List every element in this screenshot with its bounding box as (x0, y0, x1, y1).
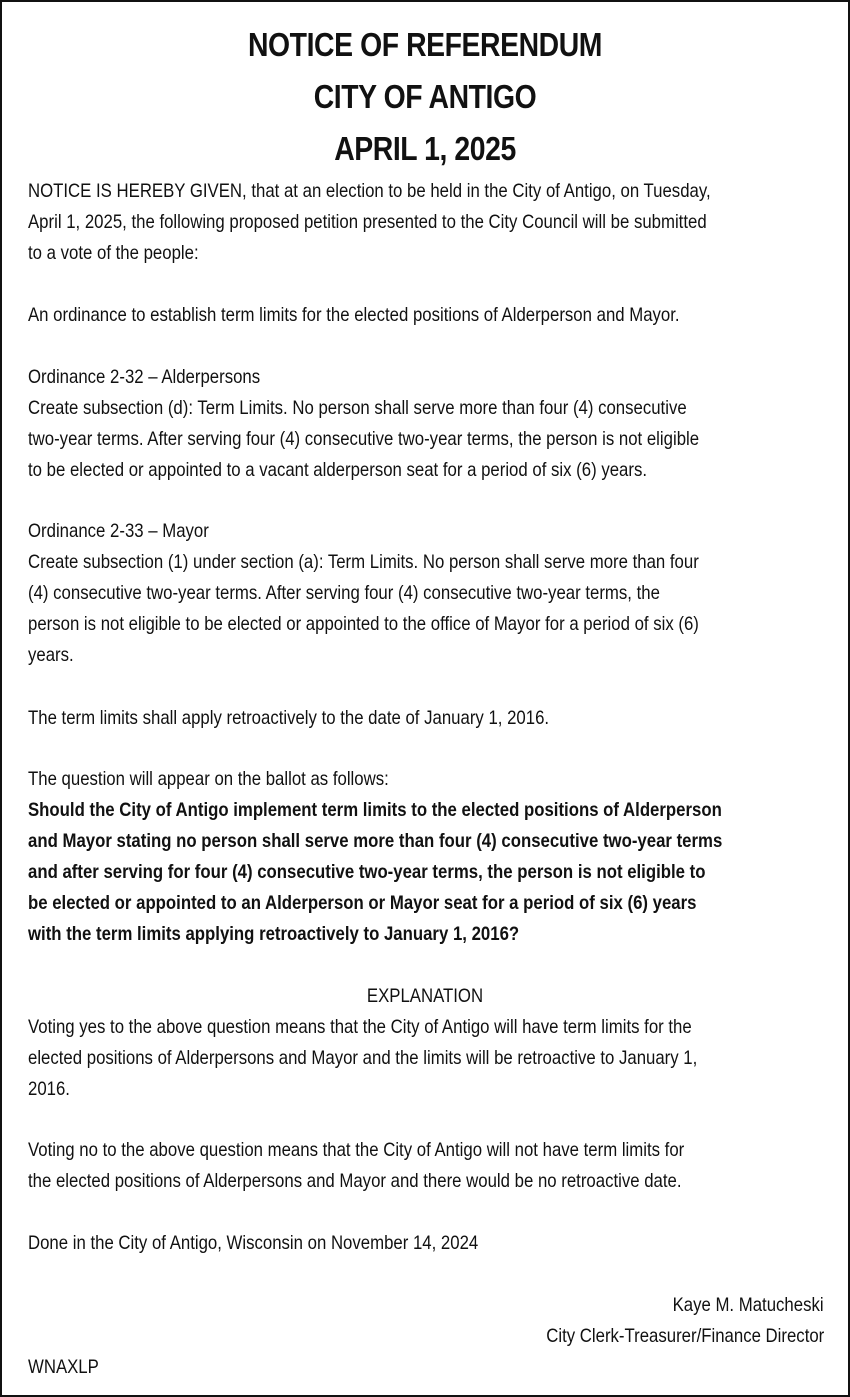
publication-code: WNAXLP (28, 1356, 99, 1378)
ordinance-alderpersons-heading: Ordinance 2-32 – Alderpersons (28, 366, 261, 388)
explanation-yes-line: 2016. (28, 1078, 70, 1100)
ordinance-mayor-line: (4) consecutive two-year terms. After serving four (4) consecutive two-year terms, the (28, 582, 660, 604)
intro-line: NOTICE IS HEREBY GIVEN, that at an election to be held in the City of Antigo, on Tuesday, (28, 180, 711, 202)
ordinance-alderpersons-line: two-year terms. After serving four (4) consecutive two-year terms, the person is not eligible (28, 428, 700, 450)
ordinance-mayor-line: years. (28, 644, 74, 666)
explanation-yes-line: Voting yes to the above question means that the City of Antigo will have term limits for the (28, 1016, 692, 1038)
ordinance-mayor-line: Create subsection (1) under section (a): Term Limits. No person shall serve more than four (28, 551, 699, 573)
explanation-no-line: the elected positions of Alderpersons and Mayor and there would be no retroactive date. (28, 1170, 682, 1192)
notice-date: APRIL 1, 2025 (334, 130, 516, 167)
ordinance-mayor-heading: Ordinance 2-33 – Mayor (28, 520, 209, 542)
explanation-no-line: Voting no to the above question means that the City of Antigo will not have term limits for (28, 1139, 685, 1161)
notice-title: NOTICE OF REFERENDUM (247, 26, 603, 63)
ballot-question-line: and Mayor stating no person shall serve more than four (4) consecutive two-year terms (28, 830, 723, 852)
ordinance-alderpersons-line: Create subsection (d): Term Limits. No person shall serve more than four (4) consecutive (28, 397, 687, 419)
signature-name: Kaye M. Matucheski (673, 1294, 824, 1316)
notice-subtitle: CITY OF ANTIGO (313, 78, 537, 115)
ballot-question-line: with the term limits applying retroactively to January 1, 2016? (28, 923, 520, 945)
ordinance-summary: An ordinance to establish term limits for the elected positions of Alderperson and Mayor. (28, 304, 680, 326)
intro-line: April 1, 2025, the following proposed petition presented to the City Council will be submitted (28, 211, 707, 233)
ballot-intro: The question will appear on the ballot as follows: (28, 768, 389, 790)
explanation-heading: EXPLANATION (366, 985, 484, 1007)
explanation-yes-line: elected positions of Alderpersons and Mayor and the limits will be retroactive to January 1, (28, 1047, 698, 1069)
ordinance-mayor-line: person is not eligible to be elected or appointed to the office of Mayor for a period of six (6) (28, 613, 699, 635)
retroactive-statement: The term limits shall apply retroactively to the date of January 1, 2016. (28, 707, 550, 729)
ordinance-alderpersons-line: to be elected or appointed to a vacant alderperson seat for a period of six (6) years. (28, 459, 647, 481)
ballot-question-line: and after serving for four (4) consecutive two-year terms, the person is not eligible to (28, 861, 706, 883)
intro-line: to a vote of the people: (28, 242, 199, 264)
signature-title: City Clerk-Treasurer/Finance Director (545, 1325, 824, 1347)
ballot-question-line: be elected or appointed to an Alderperson or Mayor seat for a period of six (6) years (28, 892, 697, 914)
ballot-question-line: Should the City of Antigo implement term limits to the elected positions of Alderperson (28, 799, 722, 821)
done-statement: Done in the City of Antigo, Wisconsin on November 14, 2024 (28, 1232, 479, 1254)
